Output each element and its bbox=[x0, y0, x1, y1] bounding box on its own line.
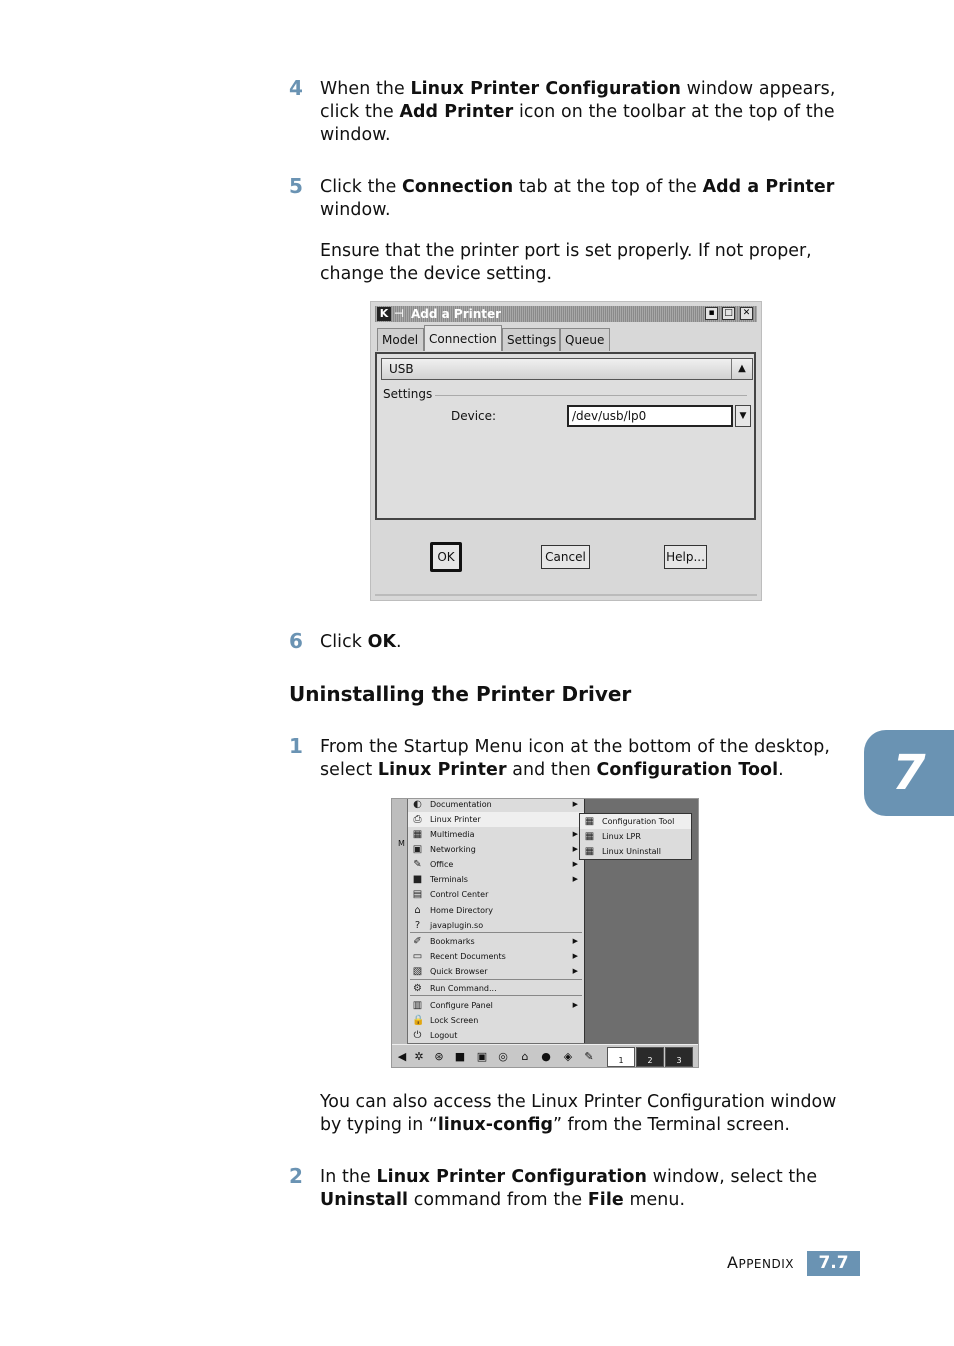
text-run: When the bbox=[320, 79, 411, 99]
menu-item-label: Recent Documents bbox=[430, 952, 506, 961]
alt-access-note bbox=[320, 1091, 860, 1137]
menu-item-label: Lock Screen bbox=[430, 1016, 479, 1025]
dialog-bottom-edge bbox=[375, 594, 757, 596]
submenu-arrow-icon: ▶ bbox=[572, 1001, 578, 1009]
text-run: Click the bbox=[320, 177, 403, 197]
menu-item[interactable] bbox=[408, 812, 584, 827]
text-run: menu. bbox=[623, 1190, 686, 1210]
menu-separator bbox=[410, 932, 582, 933]
linux-printer-submenu bbox=[579, 813, 692, 860]
startup-menu-screenshot bbox=[391, 798, 699, 1068]
kde-start-icon[interactable]: ✲ bbox=[414, 1050, 424, 1063]
submenu-arrow-icon: ▶ bbox=[572, 830, 578, 838]
menu-item[interactable] bbox=[408, 872, 584, 887]
maximize-icon[interactable]: □ bbox=[722, 307, 735, 320]
bold-term: Linux Printer Configuration bbox=[376, 1167, 647, 1187]
run-icon: ⚙ bbox=[413, 983, 422, 994]
uninstall-step-2 bbox=[289, 1166, 859, 1212]
terminal-icon[interactable]: ▣ bbox=[476, 1050, 488, 1063]
bookmark-icon: ✐ bbox=[413, 936, 422, 947]
text-run: Click bbox=[320, 632, 368, 652]
tab-model[interactable]: Model bbox=[377, 328, 424, 351]
bold-term: Configuration Tool bbox=[596, 760, 779, 780]
window-icon[interactable]: ■ bbox=[454, 1050, 466, 1063]
menu-item-label: Multimedia bbox=[430, 830, 475, 839]
text-run: tab at the top of the bbox=[513, 177, 703, 197]
globe-icon[interactable]: ● bbox=[541, 1050, 551, 1063]
bold-term: OK bbox=[367, 632, 397, 652]
uninstall-icon: ▦ bbox=[584, 846, 595, 857]
menu-item[interactable] bbox=[408, 857, 584, 872]
menu-separator bbox=[410, 979, 582, 980]
footer-label-initial: A bbox=[727, 1253, 739, 1272]
menu-item-label: Configure Panel bbox=[430, 1001, 493, 1010]
close-icon[interactable]: ✕ bbox=[740, 307, 753, 320]
bold-term: File bbox=[587, 1190, 624, 1210]
submenu-item[interactable] bbox=[580, 814, 691, 829]
menu-item[interactable] bbox=[408, 827, 584, 842]
text-run: From the Startup Menu icon at the bottom of the desktop, select bbox=[320, 737, 830, 780]
text-run: You can also access the Linux Printer Configuration window by typing in “ bbox=[320, 1092, 837, 1135]
menu-item[interactable] bbox=[408, 903, 584, 918]
text-run: and then bbox=[506, 760, 597, 780]
menu-item[interactable] bbox=[408, 934, 584, 949]
settings-divider bbox=[435, 395, 747, 396]
bold-term: Linux Printer Configuration bbox=[410, 79, 681, 99]
submenu-item[interactable] bbox=[580, 829, 691, 844]
desktop-1-button[interactable]: 1 bbox=[607, 1047, 635, 1067]
bold-term: Uninstall bbox=[320, 1190, 409, 1210]
submenu-arrow-icon: ▶ bbox=[572, 800, 578, 808]
text-run: icon on the toolbar at the top of the window. bbox=[320, 102, 835, 145]
device-label: Device: bbox=[451, 409, 497, 423]
step-6 bbox=[289, 631, 859, 654]
menu-item-label: javaplugin.so bbox=[430, 921, 484, 930]
tab-settings[interactable]: Settings bbox=[502, 328, 560, 351]
tab-queue[interactable]: Queue bbox=[560, 328, 610, 351]
menu-item-label: Control Center bbox=[430, 890, 489, 899]
control-center-icon: ▤ bbox=[412, 889, 423, 900]
recent-docs-icon: ▭ bbox=[412, 951, 423, 962]
menu-item[interactable] bbox=[408, 981, 584, 996]
submenu-arrow-icon: ▶ bbox=[572, 875, 578, 883]
step-text bbox=[320, 736, 859, 782]
plugin-icon: ? bbox=[414, 920, 421, 931]
step-number: 6 bbox=[289, 629, 303, 653]
config-tool-icon: ▦ bbox=[584, 816, 595, 827]
bold-term: Linux Printer bbox=[377, 760, 507, 780]
submenu-arrow-icon: ▶ bbox=[572, 937, 578, 945]
cancel-button[interactable]: Cancel bbox=[541, 545, 590, 569]
pin-icon[interactable]: ⊣ bbox=[394, 307, 405, 320]
multimedia-icon: ▦ bbox=[412, 829, 423, 840]
text-run: window, select the bbox=[647, 1167, 818, 1187]
printer-icon: ⎙ bbox=[413, 814, 422, 825]
submenu-arrow-icon: ▶ bbox=[572, 952, 578, 960]
panel-icon: ▥ bbox=[412, 1000, 423, 1011]
menu-item-label: Run Command... bbox=[430, 984, 497, 993]
menu-item[interactable] bbox=[408, 1013, 584, 1028]
footer-section-label bbox=[727, 1253, 794, 1272]
help-button[interactable]: Help... bbox=[664, 545, 707, 569]
bold-term: Add Printer bbox=[399, 102, 514, 122]
step-5 bbox=[289, 176, 859, 222]
menu-item-label: Logout bbox=[430, 1031, 458, 1040]
kde-logo-icon: K bbox=[377, 307, 391, 321]
office-icon: ✎ bbox=[413, 859, 422, 870]
add-printer-dialog bbox=[370, 301, 762, 601]
text-run: . bbox=[396, 632, 402, 652]
network-icon: ▣ bbox=[412, 844, 423, 855]
menu-item[interactable] bbox=[408, 1028, 584, 1043]
browser-icon[interactable]: ◎ bbox=[498, 1050, 508, 1063]
menu-item-label: Quick Browser bbox=[430, 967, 488, 976]
submenu-item-label: Linux Uninstall bbox=[602, 847, 661, 856]
step-text bbox=[320, 176, 859, 222]
connection-panel bbox=[375, 352, 756, 520]
menu-side-strip bbox=[392, 799, 407, 1044]
menu-item[interactable] bbox=[408, 887, 584, 902]
doc-icon: ◐ bbox=[413, 799, 422, 810]
arrow-left-icon[interactable]: ◀ bbox=[397, 1050, 407, 1063]
minimize-icon[interactable]: ▪ bbox=[705, 307, 718, 320]
menu-separator bbox=[410, 995, 582, 996]
uninstall-step-1 bbox=[289, 736, 859, 782]
chapter-tab: 7 bbox=[864, 730, 954, 816]
text-run: window appears, click the bbox=[320, 79, 836, 122]
startup-menu bbox=[408, 799, 585, 1043]
menu-item-label: Office bbox=[430, 860, 454, 869]
step-5-note: Ensure that the printer port is set properly. If not proper, change the device setting. bbox=[320, 241, 812, 284]
lpr-icon: ▦ bbox=[584, 831, 595, 842]
menu-item-label: Documentation bbox=[430, 800, 492, 809]
home-icon[interactable]: ⌂ bbox=[521, 1050, 529, 1063]
menu-item-label: Linux Printer bbox=[430, 815, 481, 824]
desktop-3-button[interactable]: 3 bbox=[665, 1047, 693, 1067]
text-run: . bbox=[778, 760, 784, 780]
submenu-arrow-icon: ▶ bbox=[572, 967, 578, 975]
text-run: window. bbox=[320, 200, 391, 220]
step-text bbox=[320, 631, 859, 654]
menu-item-label: Terminals bbox=[430, 875, 468, 884]
section-heading: Uninstalling the Printer Driver bbox=[289, 682, 632, 706]
port-select[interactable] bbox=[381, 358, 753, 380]
taskbar bbox=[392, 1044, 698, 1068]
step-4 bbox=[289, 78, 859, 147]
footer-label-rest: PPENDIX bbox=[738, 1257, 794, 1271]
port-value: USB bbox=[389, 362, 414, 376]
dialog-titlebar bbox=[375, 306, 757, 322]
menu-item[interactable] bbox=[408, 918, 584, 933]
desktop-2-button[interactable]: 2 bbox=[636, 1047, 664, 1067]
submenu-arrow-icon: ▶ bbox=[572, 845, 578, 853]
dialog-title: Add a Printer bbox=[411, 307, 502, 321]
text-run: command from the bbox=[408, 1190, 588, 1210]
step-number: 1 bbox=[289, 734, 303, 758]
page-number: 7.7 bbox=[807, 1251, 860, 1276]
text-run: In the bbox=[320, 1167, 377, 1187]
menu-item[interactable] bbox=[408, 949, 584, 964]
tab-connection[interactable]: Connection bbox=[424, 325, 502, 351]
submenu-arrow-icon: ▶ bbox=[572, 860, 578, 868]
device-field[interactable]: /dev/usb/lp0 bbox=[567, 405, 733, 427]
step-number: 5 bbox=[289, 174, 303, 198]
text-run: ” from the Terminal screen. bbox=[552, 1115, 790, 1135]
submenu-item-label: Linux LPR bbox=[602, 832, 641, 841]
step-number: 4 bbox=[289, 76, 303, 100]
browser-icon: ▧ bbox=[412, 966, 423, 977]
updown-arrows-icon: ▲ bbox=[731, 359, 752, 379]
help-icon[interactable]: ◈ bbox=[563, 1050, 573, 1063]
menu-item[interactable] bbox=[408, 798, 584, 812]
step-text bbox=[320, 1166, 859, 1212]
menu-item-label: Home Directory bbox=[430, 906, 494, 915]
menu-item[interactable] bbox=[408, 964, 584, 979]
submenu-item[interactable] bbox=[580, 844, 691, 859]
bold-term: Add a Printer bbox=[702, 177, 835, 197]
device-dropdown-icon[interactable]: ▼ bbox=[735, 405, 751, 427]
step-text bbox=[320, 78, 859, 147]
terminal-icon: ■ bbox=[412, 874, 423, 885]
menu-item[interactable] bbox=[408, 842, 584, 857]
submenu-item-label: Configuration Tool bbox=[602, 817, 675, 826]
ok-button[interactable]: OK bbox=[430, 542, 462, 572]
bold-term: linux-config bbox=[437, 1115, 553, 1135]
settings-group-label: Settings bbox=[383, 387, 433, 401]
network-icon[interactable]: ⊛ bbox=[434, 1050, 444, 1063]
bold-term: Connection bbox=[402, 177, 514, 197]
lock-icon: 🔒 bbox=[412, 1015, 425, 1026]
menu-item[interactable] bbox=[408, 998, 584, 1013]
logout-icon: ⏻ bbox=[413, 1030, 422, 1041]
menu-side-letter: M bbox=[398, 839, 405, 848]
editor-icon[interactable]: ✎ bbox=[584, 1050, 594, 1063]
home-icon: ⌂ bbox=[414, 905, 421, 916]
menu-item-label: Networking bbox=[430, 845, 476, 854]
step-number: 2 bbox=[289, 1164, 303, 1188]
menu-item-label: Bookmarks bbox=[430, 937, 475, 946]
